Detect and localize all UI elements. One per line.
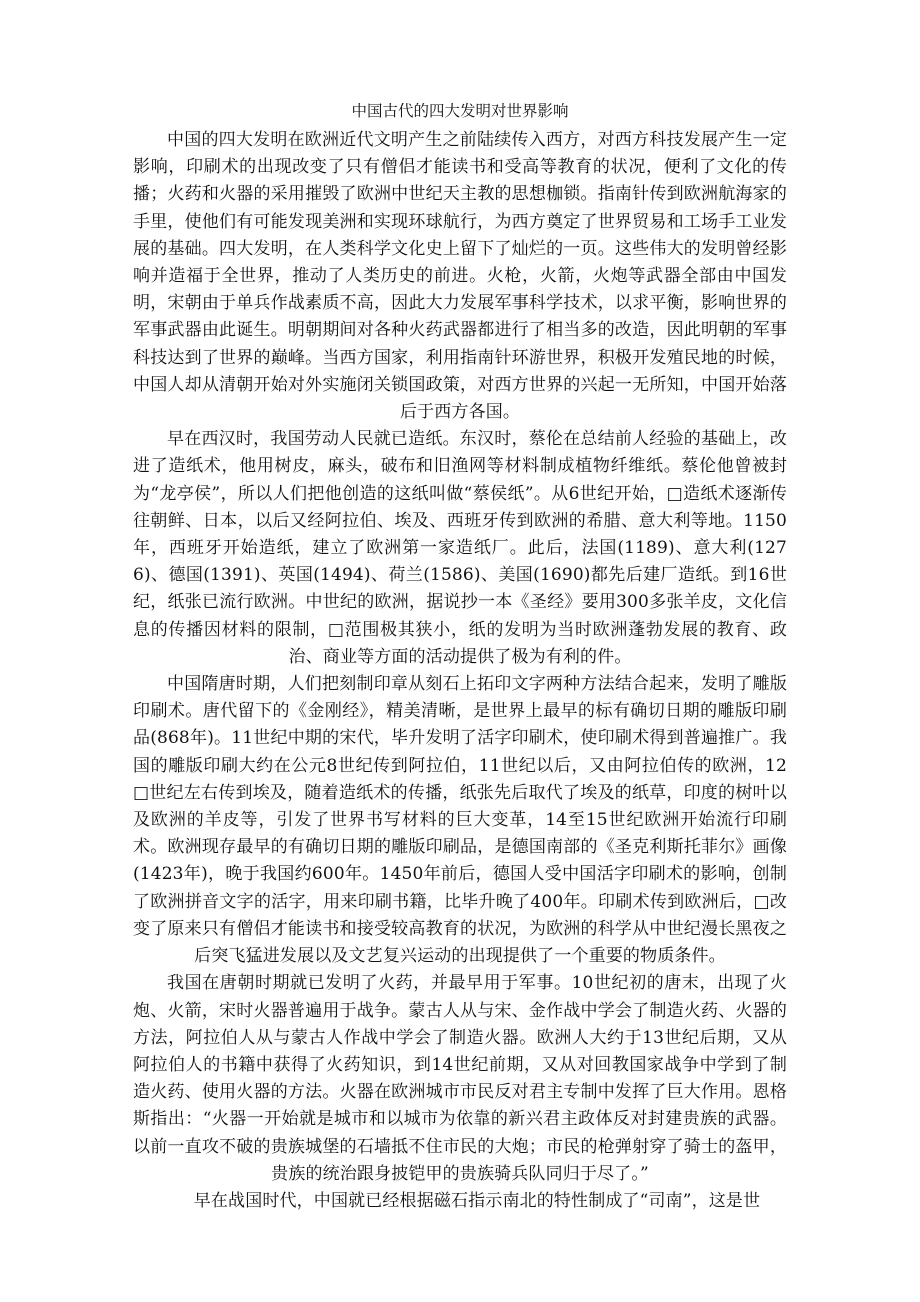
document-title: 中国古代的四大发明对世界影响 [351,102,569,120]
paragraph-papermaking: 早在西汉时，我国劳动人民就已造纸。东汉时，蔡伦在总结前人经验的基础上，改进了造纸术，他用树皮，麻头，破布和旧渔网等材料制成植物纤维纸。蔡伦他曾被封为“龙亭侯”，所以人们把他创造的这纸叫做“蔡侯纸”。从6世纪开始，□造纸术逐渐传往朝鲜、日本，以后又经阿拉伯、埃及、西班牙传到欧洲的希腊、意大利等地。1150年，西班牙开始造纸，建立了欧洲第一家造纸厂。此后，法国(1189)、意大利(1276)、德国(1391)、英国(1494)、荷兰(1586)、美国(1690)都先后建厂造纸。到16世纪，纸张已流行欧洲。中世纪的欧洲，据说抄一本《圣经》要用300多张羊皮，文化信息的传播因材料的限制，□范围极其狭小，纸的发明为当时欧洲蓬勃发展的教育、政治、商业等方面的活动提供了极为有利的件。 [133,429,787,667]
paragraph-gunpowder: 我国在唐朝时期就已发明了火药，并最早用于军事。10世纪初的唐末，出现了火炮、火箭，宋时火器普遍用于战争。蒙古人从与宋、金作战中学会了制造火药、火器的方法，阿拉伯人从与蒙古人作战中学会了制造火器。欧洲人大约于13世纪后期，又从阿拉伯人的书籍中获得了火药知识，到14世纪前期，又从对回教国家战争中学到了制造火药、使用火器的方法。火器在欧洲城市市民反对君主专制中发挥了巨大作用。恩格斯指出：“火器一开始就是城市和以城市为依靠的新兴君主政体反对封建贵族的武器。以前一直攻不破的贵族城堡的石墙抵不住市民的大炮；市民的枪弹射穿了骑士的盔甲，贵族的统治跟身披铠甲的贵族骑兵队同归于尽了。” [133,973,787,1184]
document-page [133,99,787,1215]
paragraph-overview: 中国的四大发明在欧洲近代文明产生之前陆续传入西方，对西方科技发展产生一定影响，印刷术的出现改变了只有僧侣才能读书和受高等教育的状况，便利了文化的传播；火药和火器的采用摧毁了欧洲中世纪天主教的思想枷锁。指南针传到欧洲航海家的手里，使他们有可能发现美洲和实现环球航行，为西方奠定了世界贸易和工场手工业发展的基础。四大发明，在人类科学文化史上留下了灿烂的一页。这些伟大的发明曾经影响并造福于全世界，推动了人类历史的前进。火枪，火箭，火炮等武器全部由中国发明，宋朝由于单兵作战素质不高，因此大力发展军事科学技术，以求平衡，影响世界的军事武器由此诞生。明朝期间对各种火药武器都进行了相当多的改造，因此明朝的军事科技达到了世界的巅峰。当西方国家，利用指南针环游世界，积极开发殖民地的时候，中国人却从清朝开始对外实施闭关锁国政策，对西方世界的兴起一无所知，中国开始落后于西方各国。 [133,130,787,423]
paragraph-compass: 早在战国时代，中国就已经根据磁石指示南北的特性制成了“司南”，这是世 [193,1190,761,1211]
paragraph-printing: 中国隋唐时期，人们把刻制印章从刻石上拓印文字两种方法结合起来，发明了雕版印刷术。唐代留下的《金刚经》，精美清晰，是世界上最早的标有确切日期的雕版印刷品(868年)。11世纪中期的宋代，毕升发明了活字印刷术，使印刷术得到普遍推广。我国的雕版印刷大约在公元8世纪传到阿拉伯，11世纪以后，又由阿拉伯传的欧洲，12□世纪左右传到埃及，随着造纸术的传播，纸张先后取代了埃及的纸草，印度的树叶以及欧洲的羊皮等，引发了世界书写材料的巨大变革，14至15世纪欧洲开始流行印刷术。欧洲现存最早的有确切日期的雕版印刷品，是德国南部的《圣克利斯托菲尔》画像(1423年)，晚于我国约600年。1450年前后，德国人受中国活字印刷术的影响，创制了欧洲拼音文字的活字，用来印刷书籍，比毕升晚了400年。印刷术传到欧洲后，□改变了原来只有僧侣才能读书和接受较高教育的状况，为欧洲的科学从中世纪漫长黑夜之后突飞猛进发展以及文艺复兴运动的出现提供了一个重要的物质条件。 [133,674,787,967]
